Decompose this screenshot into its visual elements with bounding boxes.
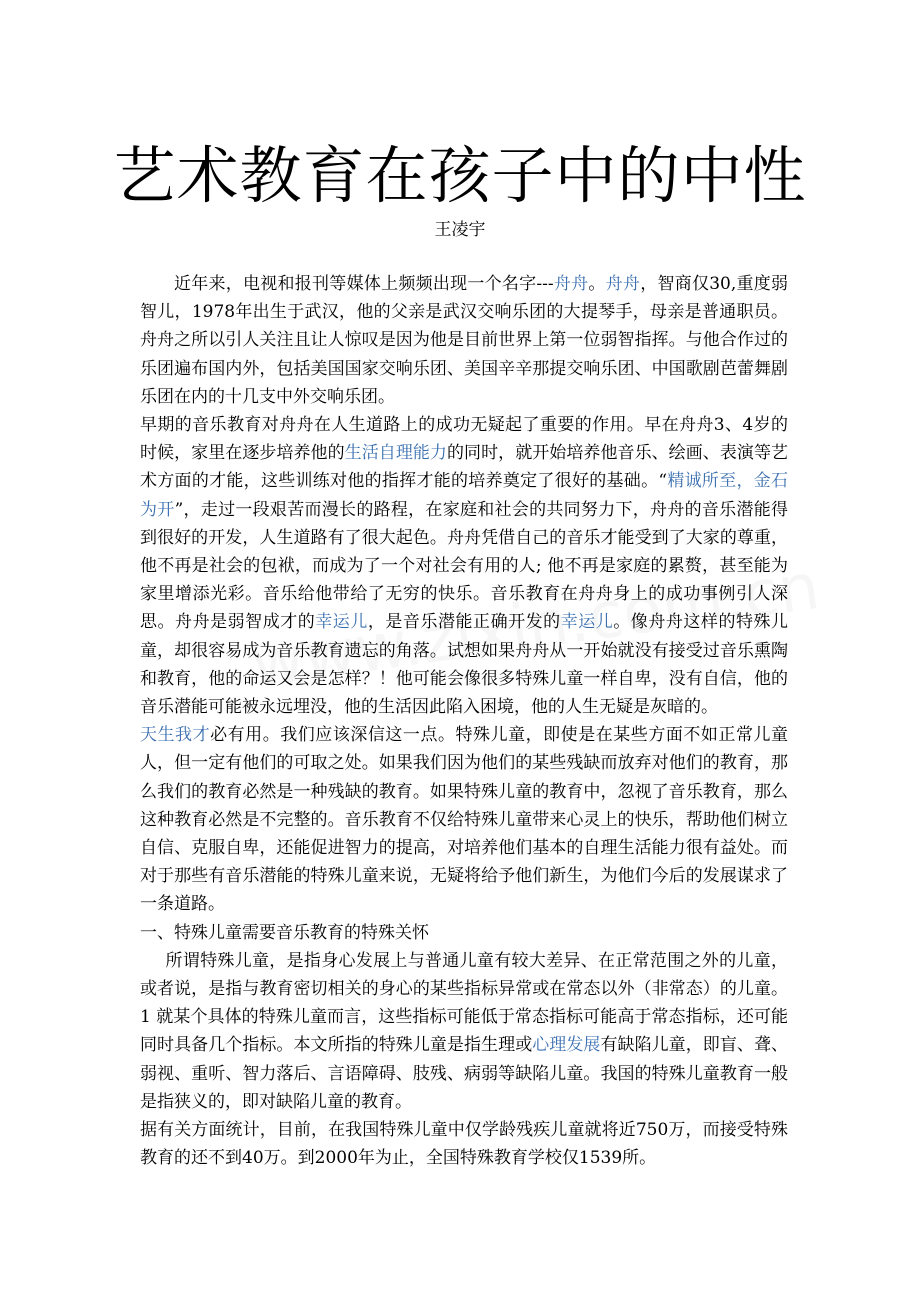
link-idiom[interactable]: 精诚所至，金石为开 — [140, 471, 788, 520]
paragraph-intro — [140, 270, 788, 411]
link-psych-development[interactable]: 心理发展 — [532, 1035, 601, 1056]
link-talent[interactable]: 天生我才 — [140, 725, 211, 746]
text-run: 。像舟舟这样的特殊儿童，却很容易成为音乐教育遗忘的角落。试想如果舟舟从一开始就没有接受过音乐熏陶和教育，他的命运又会是怎样？！他可能会像很多特殊儿童一样自卑，没有自信，他的音乐潜能可能被永远埋没，他的生活因此陷入困境，他的人生无疑是灰暗的。 — [140, 612, 789, 718]
section-heading-1: 一、特殊儿童需要音乐教育的特殊关怀 — [140, 922, 429, 943]
text-run: ，智商仅30,重度弱智儿，1978年出生于武汉，他的父亲是武汉交响乐团的大提琴手，母亲是普通职员。舟舟之所以引人关注且让人惊叹是因为他是目前世界上第一位弱智指挥。与他合作过的乐团遍布国内外，包括美国国家交响乐团、美国辛辛那提交响乐团、中国歌剧芭蕾舞剧乐团在内的十几支中外交响乐团。 — [140, 274, 789, 407]
paragraph-statistics — [140, 1116, 788, 1172]
author-name: 王凌宇 — [434, 220, 486, 240]
text-run: 近年来，电视和报刊等媒体上频频出现一个名字--- — [174, 274, 554, 294]
paragraph-early-education — [140, 411, 788, 721]
text-run: 。 — [588, 274, 606, 294]
text-run: 有缺陷儿童，即盲、聋、弱视、重听、智力落后、言语障碍、肢残、病弱等缺陷儿童。我国的特殊儿童教育一般是指狭义的，即对缺陷儿童的教育。 — [140, 1035, 789, 1112]
link-self-care-ability[interactable]: 生活自理能力 — [344, 443, 447, 464]
text-run: 必有用。我们应该深信这一点。特殊儿童，即使是在某些方面不如正常儿童人，但一定有他们的可取之处。如果我们因为他们的某些残缺而放弃对他们的教育，那么我们的教育必然是一种残缺的教育。如果特殊儿童的教育中，忽视了音乐教育，那么这种教育必然是不完整的。音乐教育不仅给特殊儿童带来心灵上的快乐，帮助他们树立自信、克服自卑，还能促进智力的提高，对培养他们基本的自理生活能力很有益处。而对于那些有音乐潜能的特殊儿童来说，无疑将给予他们新生，为他们今后的发展谋求了一条道路。 — [140, 725, 789, 915]
link-zhouzhou[interactable]: 舟舟 — [553, 274, 589, 294]
text-run: 的同时，就开始培养他音乐、绘画、表演等艺术方面的才能，这些训练对他的指挥才能的培养奠定了很好的基础。“ — [140, 443, 789, 492]
text-run: ，是音乐潜能正确开发的 — [367, 612, 561, 633]
document-title: 艺术教育在孩子中的中性 — [113, 139, 807, 212]
link-zhouzhou-2[interactable]: 舟舟 — [605, 274, 641, 294]
text-run: 据有关方面统计，目前，在我国特殊儿童中仅学龄残疾儿童就将近750万，而接受特殊教育的还不到40万。到2000年为止，全国特殊教育学校仅1539所。 — [140, 1120, 788, 1169]
text-run: ”，走过一段艰苦而漫长的路程，在家庭和社会的共同努力下，舟舟的音乐潜能得到很好的开发，人生道路有了很大起色。舟舟凭借自己的音乐才能受到了大家的尊重，他不再是社会的包袱，而成为了一个对社会有用的人; 他不再是家庭的累赘，甚至能为家里增添光彩。音乐给他带给了无穷的快乐。音乐教育在舟舟身上的成功事例引人深思。舟舟是弱智成才的 — [140, 499, 788, 633]
paragraph-talent — [140, 721, 788, 918]
paragraph-definition — [140, 947, 788, 1116]
text-run: 早期的音乐教育对舟舟在人生道路上的成功无疑起了重要的作用。早在舟舟3、4岁的时候，家里在逐步培养他的 — [140, 415, 788, 464]
link-lucky-one-2[interactable]: 幸运儿 — [560, 612, 614, 633]
link-lucky-one[interactable]: 幸运儿 — [315, 612, 368, 633]
document-body — [140, 270, 788, 1173]
text-run: 所谓特殊儿童，是指身心发展上与普通儿童有较大差异、在正常范围之外的儿童，或者说，是指与教育密切相关的身心的某些指标异常或在常态以外（非常态）的儿童。1 就某个具体的特殊儿童而言，这些指标可能低于常态指标可能高于常态指标，还可能同时具备几个指标。本文所指的特殊儿童是指生理或 — [140, 950, 788, 1056]
